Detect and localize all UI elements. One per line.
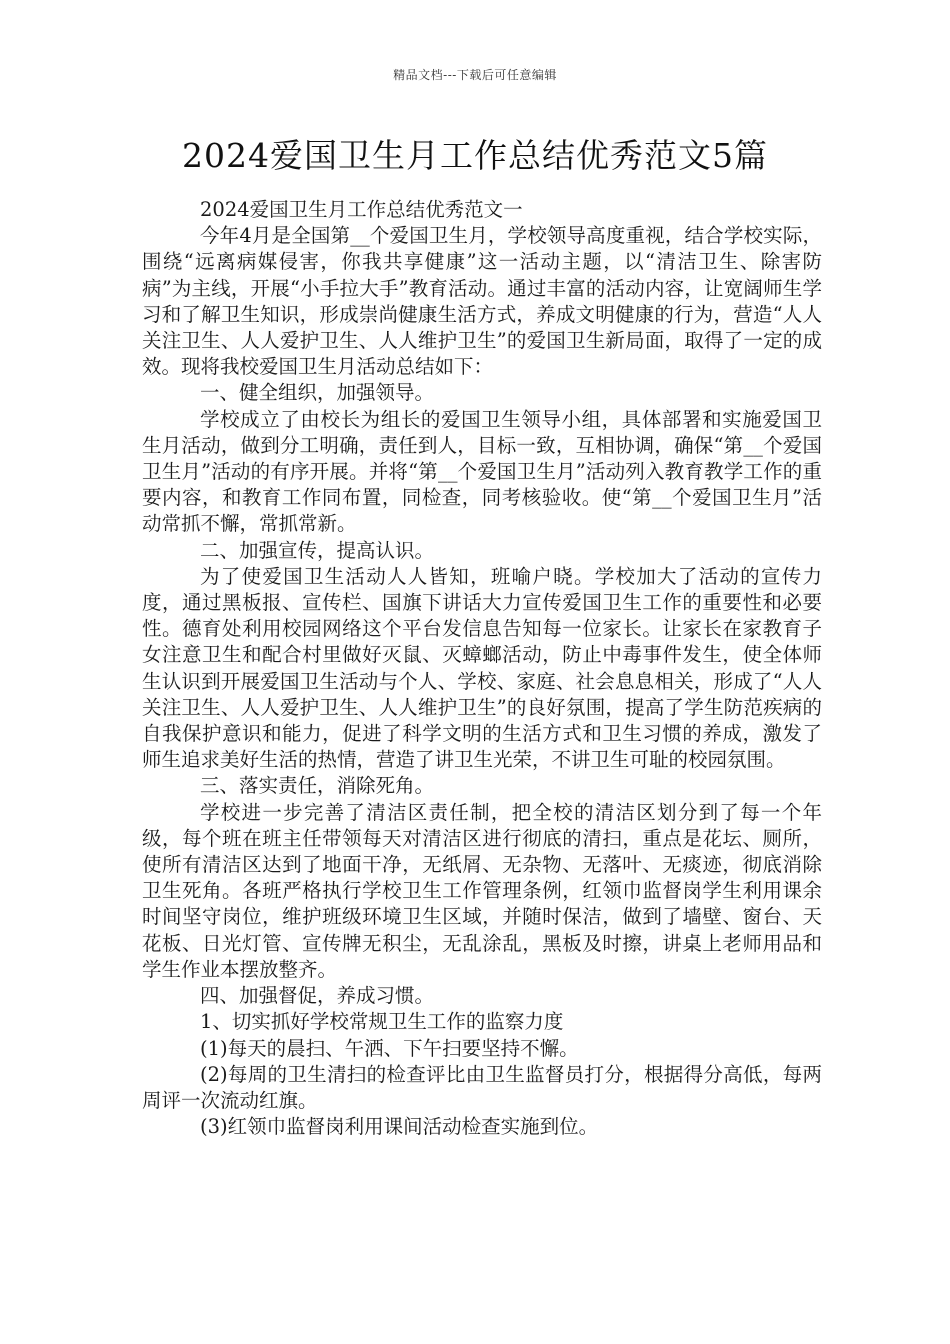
section-heading-2: 二、加强宣传，提高认识。 [200, 538, 435, 562]
section-paragraph-3: 学校进一步完善了清洁区责任制，把全校的清洁区划分到了每一个年级，每个班在班主任带领每天对清洁区进行彻底的清扫，重点是花坛、厕所，使所有清洁区达到了地面干净，无纸屑、无杂物、无落叶、无痰迹，彻底消除卫生死角。各班严格执行学校卫生工作管理条例，红领巾监督岗学生利用课余时间坚守岗位，维护班级环境卫生区域，并随时保洁，做到了墙壁、窗台、天花板、日光灯管、宣传牌无积尘，无乱涂乱，黑板及时擦，讲桌上老师用品和学生作业本摆放整齐。 [142, 800, 822, 981]
section-heading-3: 三、落实责任，消除死角。 [200, 774, 435, 798]
intro-paragraph: 今年4月是全国第__个爱国卫生月，学校领导高度重视，结合学校实际，围绕“远离病媒侵害，你我共享健康”这一活动主题，以“清洁卫生、除害防病”为主线，开展“小手拉大手”教育活动。通过丰富的活动内容，让宽阔师生学习和了解卫生知识，形成崇尚健康生活方式，养成文明健康的行为，营造“人人关注卫生、人人爱护卫生、人人维护卫生”的爱国卫生新局面，取得了一定的成效。现将我校爱国卫生月活动总结如下： [142, 224, 822, 379]
section-heading-1: 一、健全组织，加强领导。 [200, 381, 435, 405]
list-item: (3)红领巾监督岗利用课间活动检查实施到位。 [200, 1115, 599, 1139]
header-note: 精品文档---下载后可任意编辑 [393, 68, 557, 82]
list-item: (2)每周的卫生清扫的检查评比由卫生监督员打分，根据得分高低，每两周评一次流动红旗。 [142, 1062, 822, 1112]
document-body [142, 197, 822, 1140]
list-item: (1)每天的晨扫、午洒、下午扫要坚持不懈。 [200, 1036, 579, 1060]
section-paragraph-1: 学校成立了由校长为组长的爱国卫生领导小组，具体部署和实施爱国卫生月活动，做到分工明确，责任到人，目标一致，互相协调，确保“第__个爱国卫生月”活动的有序开展。并将“第__个爱国卫生月”活动列入教育教学工作的重要内容，和教育工作同布置，同检查，同考核验收。使“第__个爱国卫生月”活动常抓不懈，常抓常新。 [142, 407, 822, 536]
section-paragraph-2: 为了使爱国卫生活动人人皆知，班喻户晓。学校加大了活动的宣传力度，通过黑板报、宣传栏、国旗下讲话大力宣传爱国卫生工作的重要性和必要性。德育处利用校园网络这个平台发信息告知每一位家长。让家长在家教育子女注意卫生和配合村里做好灭鼠、灭蟑螂活动，防止中毒事件发生，使全体师生认识到开展爱国卫生活动与个人、学校、家庭、社会息息相关，形成了“人人关注卫生、人人爱护卫生、人人维护卫生”的良好氛围，提高了学生防范疾病的自我保护意识和能力，促进了科学文明的生活方式和卫生习惯的养成，激发了师生追求美好生活的热情，营造了讲卫生光荣，不讲卫生可耻的校园氛围。 [142, 564, 822, 772]
section-heading-4: 四、加强督促，养成习惯。 [200, 984, 435, 1008]
section-subtitle: 2024爱国卫生月工作总结优秀范文一 [200, 198, 523, 221]
subsection-heading: 1、切实抓好学校常规卫生工作的监察力度 [200, 1010, 564, 1034]
document-title: 2024爱国卫生月工作总结优秀范文5篇 [182, 136, 768, 175]
